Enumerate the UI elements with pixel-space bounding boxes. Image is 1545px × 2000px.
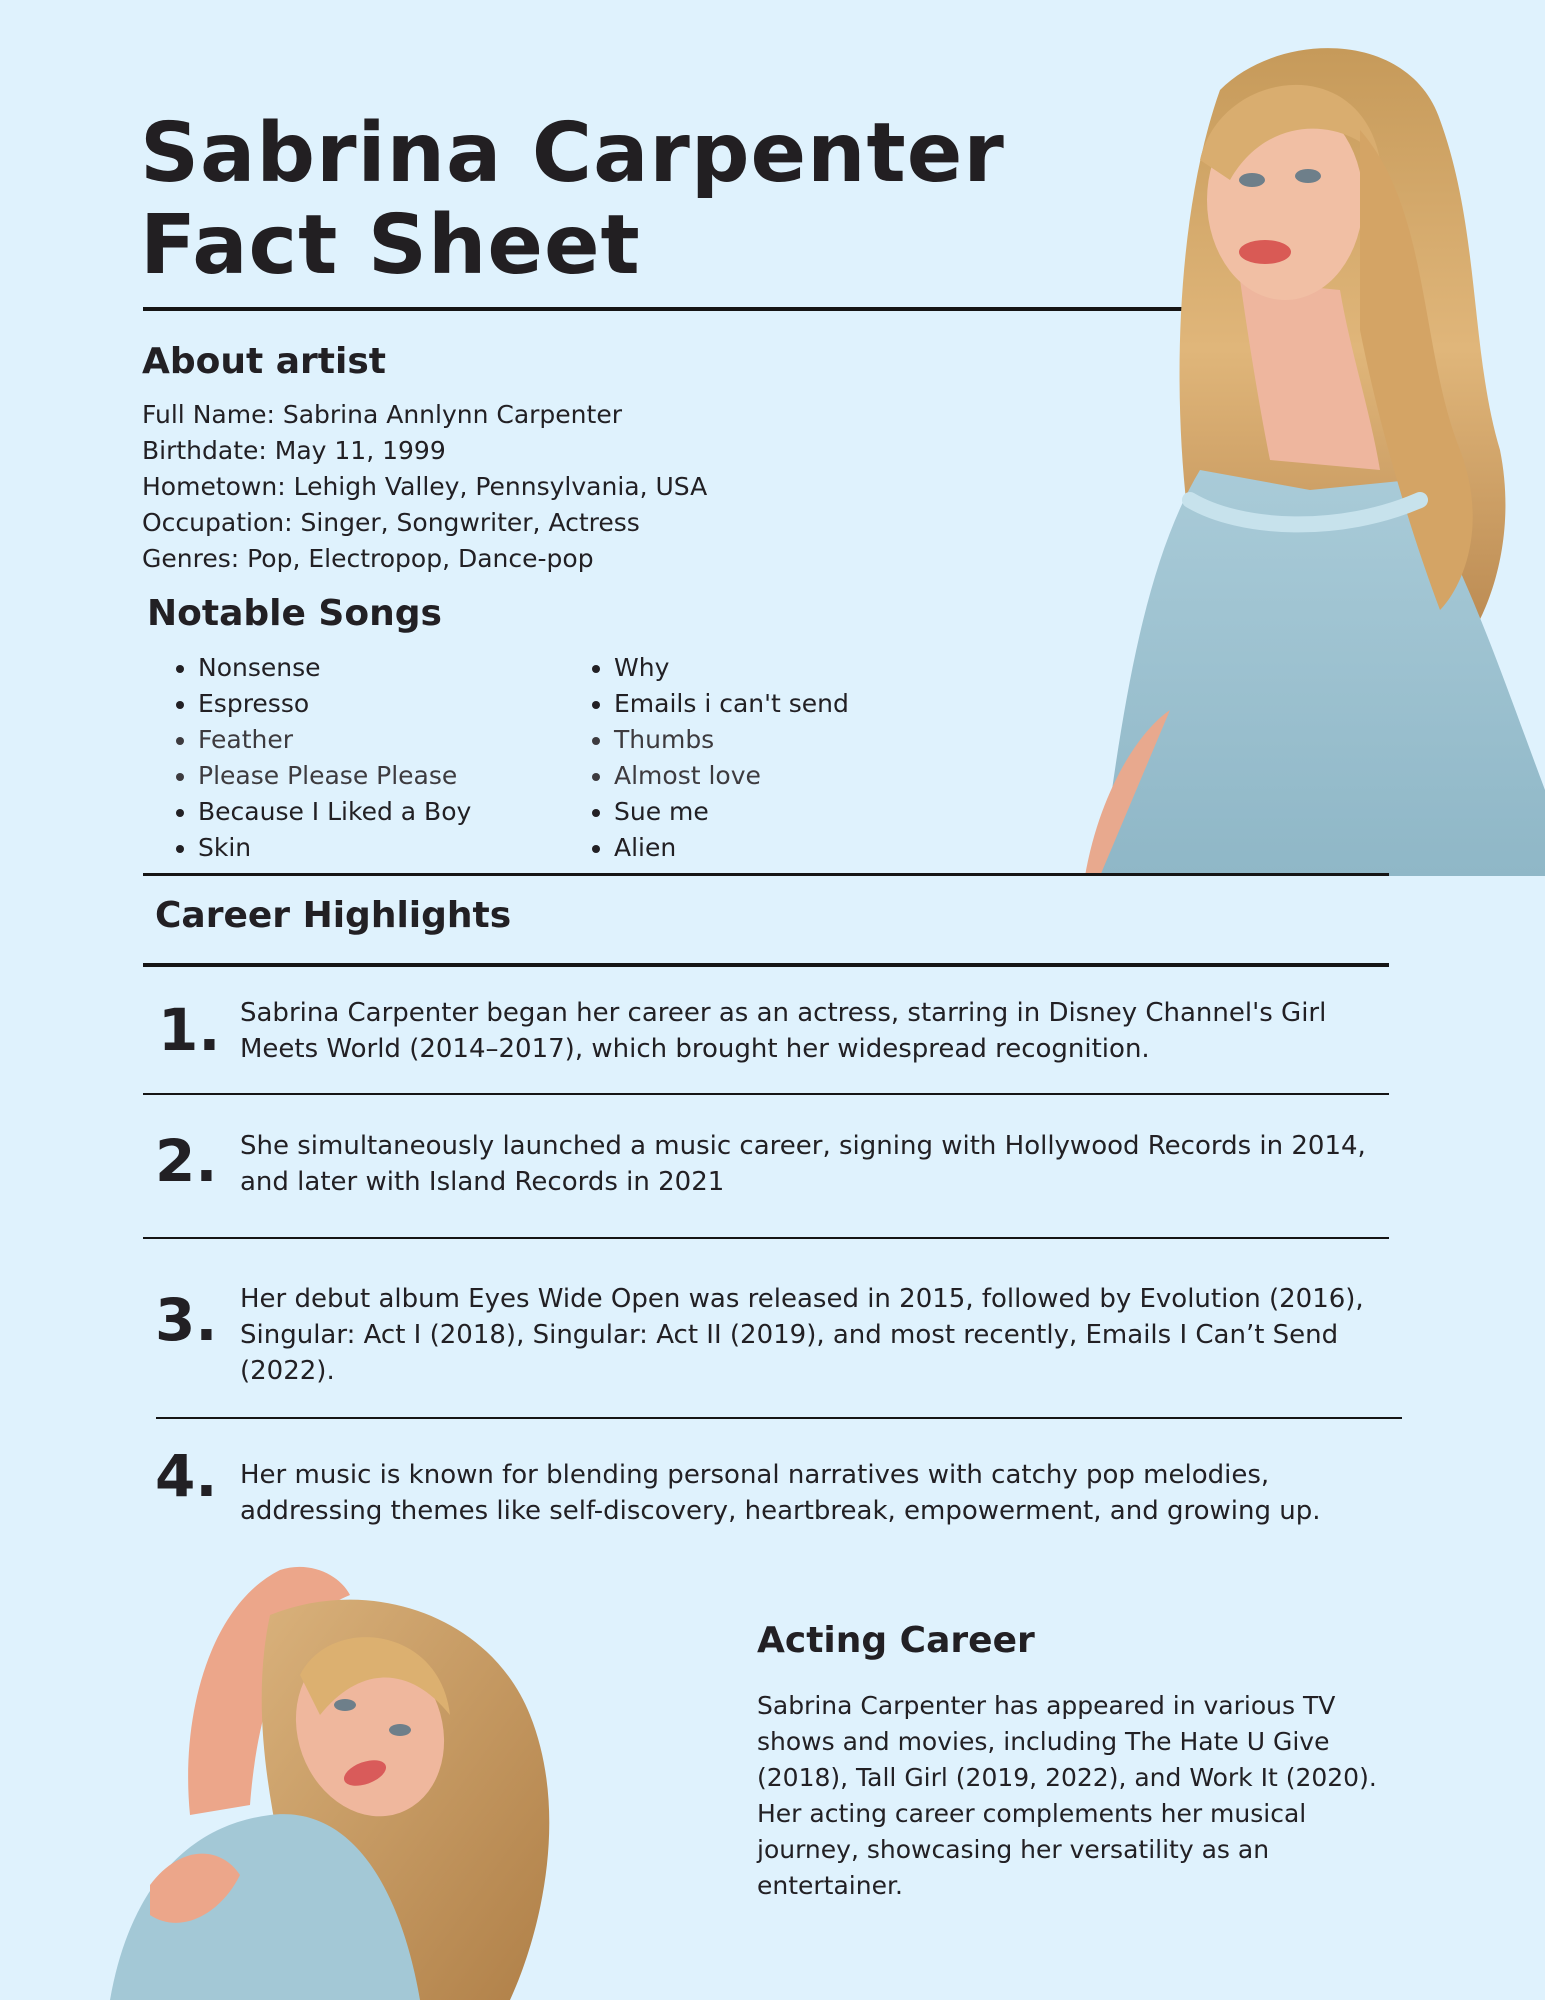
song-item: • Skin [198,830,471,866]
song-item: • Espresso [198,686,471,722]
highlight-text: Sabrina Carpenter began her career as an actress, starring in Disney Channel's Girl Meets World (2014–2017), which brought her widespread recognition. [240,998,1327,1064]
about-hometown: Hometown: Lehigh Valley, Pennsylvania, USA [142,472,708,501]
song-item: • Feather [198,722,471,758]
artist-portrait-top [1080,30,1545,876]
page-title [140,108,1005,292]
song-item: • Alien [614,830,849,866]
title-line-1: Sabrina Carpenter [140,106,1005,201]
song-item: • Nonsense [198,650,471,686]
highlight-text: Her debut album Eyes Wide Open was released in 2015, followed by Evolution (2016), Singular: Act I (2018), Singular: Act II (2019), and most recently, Emails I Can’t Send (2022). [240,1284,1364,1386]
about-occupation: Occupation: Singer, Songwriter, Actress [142,508,640,537]
title-divider [143,307,1183,311]
about-list [142,397,707,577]
highlight-divider [143,1093,1389,1095]
highlight-number: 4. [155,1442,218,1510]
about-full-name: Full Name: Sabrina Annlynn Carpenter [142,400,622,429]
career-heading: Career Highlights [155,895,512,936]
song-item: • Thumbs [614,722,849,758]
song-item: • Emails i can't send [614,686,849,722]
highlight-divider [156,1417,1402,1419]
songs-list-left [142,650,471,866]
songs-heading: Notable Songs [147,593,442,634]
highlight-number: 3. [155,1286,218,1354]
acting-heading: Acting Career [757,1620,1035,1661]
highlight-number: 1. [158,996,221,1064]
about-heading: About artist [142,341,386,382]
acting-text: Sabrina Carpenter has appeared in various TV shows and movies, including The Hate U Give (2018), Tall Girl (2019, 2022), and Work It (2020). Her acting career complements her musical journey, showcasing her versatility as an entertainer. [757,1691,1377,1900]
song-item: • Almost love [614,758,849,794]
songs-list-right [558,650,849,866]
artist-portrait-bottom [70,1555,610,2000]
title-line-2: Fact Sheet [140,198,641,293]
song-item: • Why [614,650,849,686]
song-item: • Please Please Please [198,758,471,794]
career-heading-divider [143,963,1389,967]
highlight-number: 2. [155,1127,218,1195]
song-item: • Sue me [614,794,849,830]
about-genres: Genres: Pop, Electropop, Dance-pop [142,544,594,573]
songs-divider [143,873,1389,876]
song-item: • Because I Liked a Boy [198,794,471,830]
about-birthdate: Birthdate: May 11, 1999 [142,436,446,465]
highlight-text: Her music is known for blending personal narratives with catchy pop melodies, addressing themes like self-discovery, heartbreak, empowerment, and growing up. [240,1460,1321,1526]
highlight-divider [143,1237,1389,1239]
highlight-text: She simultaneously launched a music career, signing with Hollywood Records in 2014, and later with Island Records in 2021 [240,1131,1366,1197]
